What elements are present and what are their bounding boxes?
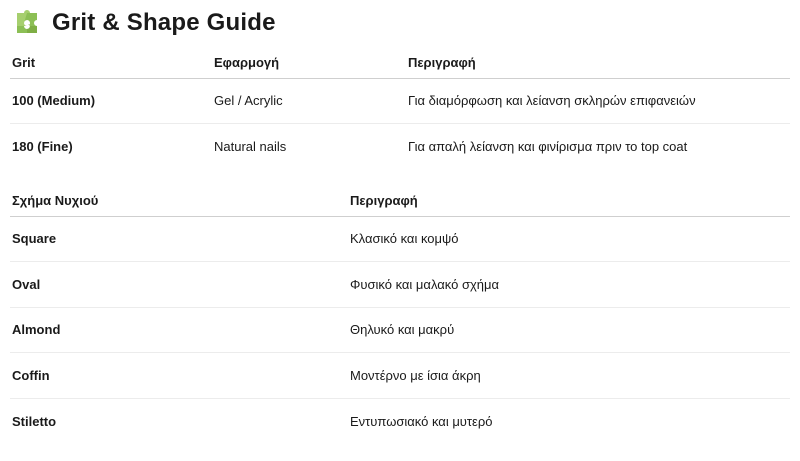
application-column-header: Εφαρμογή [212, 47, 406, 78]
shape-column-header: Σχήμα Νυχιού [10, 185, 348, 216]
shape-cell: Square [10, 216, 348, 262]
shape-cell: Coffin [10, 353, 348, 399]
shape-table [10, 185, 790, 444]
table-row [10, 78, 790, 124]
description-cell: Για διαμόρφωση και λείανση σκληρών επιφανειών [406, 78, 790, 124]
description-cell: Για απαλή λείανση και φινίρισμα πριν το top coat [408, 139, 688, 154]
description-cell: Κλασικό και κομψό [348, 216, 790, 262]
description-column-header: Περιγραφή [348, 185, 790, 216]
grit-table [10, 47, 790, 169]
grit-cell: 100 (Medium) [10, 78, 212, 124]
table-row [10, 262, 790, 308]
page-title: Grit & Shape Guide [52, 9, 276, 36]
description-cell: Φυσικό και μαλακό σχήμα [348, 262, 790, 308]
description-cell: Εντυπωσιακό και μυτερό [350, 413, 493, 429]
shape-cell: Oval [10, 262, 348, 308]
description-column-header: Περιγραφή [406, 47, 790, 78]
shape-cell: Stiletto [12, 413, 57, 429]
description-cell: Θηλυκό και μακρύ [348, 307, 790, 353]
application-cell: Gel / Acrylic [212, 78, 406, 124]
puzzle-piece-icon [14, 10, 40, 36]
grit-table-header-row [10, 47, 790, 78]
table-row [10, 353, 790, 399]
title-row [14, 8, 276, 38]
description-cell: Μοντέρνο με ίσια άκρη [348, 353, 790, 399]
shape-cell: Almond [10, 307, 348, 353]
grit-cell: 180 (Fine) [12, 139, 73, 154]
shape-table-header-row [10, 185, 790, 216]
table-row [10, 307, 790, 353]
table-row [10, 398, 790, 444]
table-row [10, 124, 790, 170]
application-cell: Natural nails [214, 139, 287, 154]
grit-column-header: Grit [10, 47, 212, 78]
table-row [10, 216, 790, 262]
